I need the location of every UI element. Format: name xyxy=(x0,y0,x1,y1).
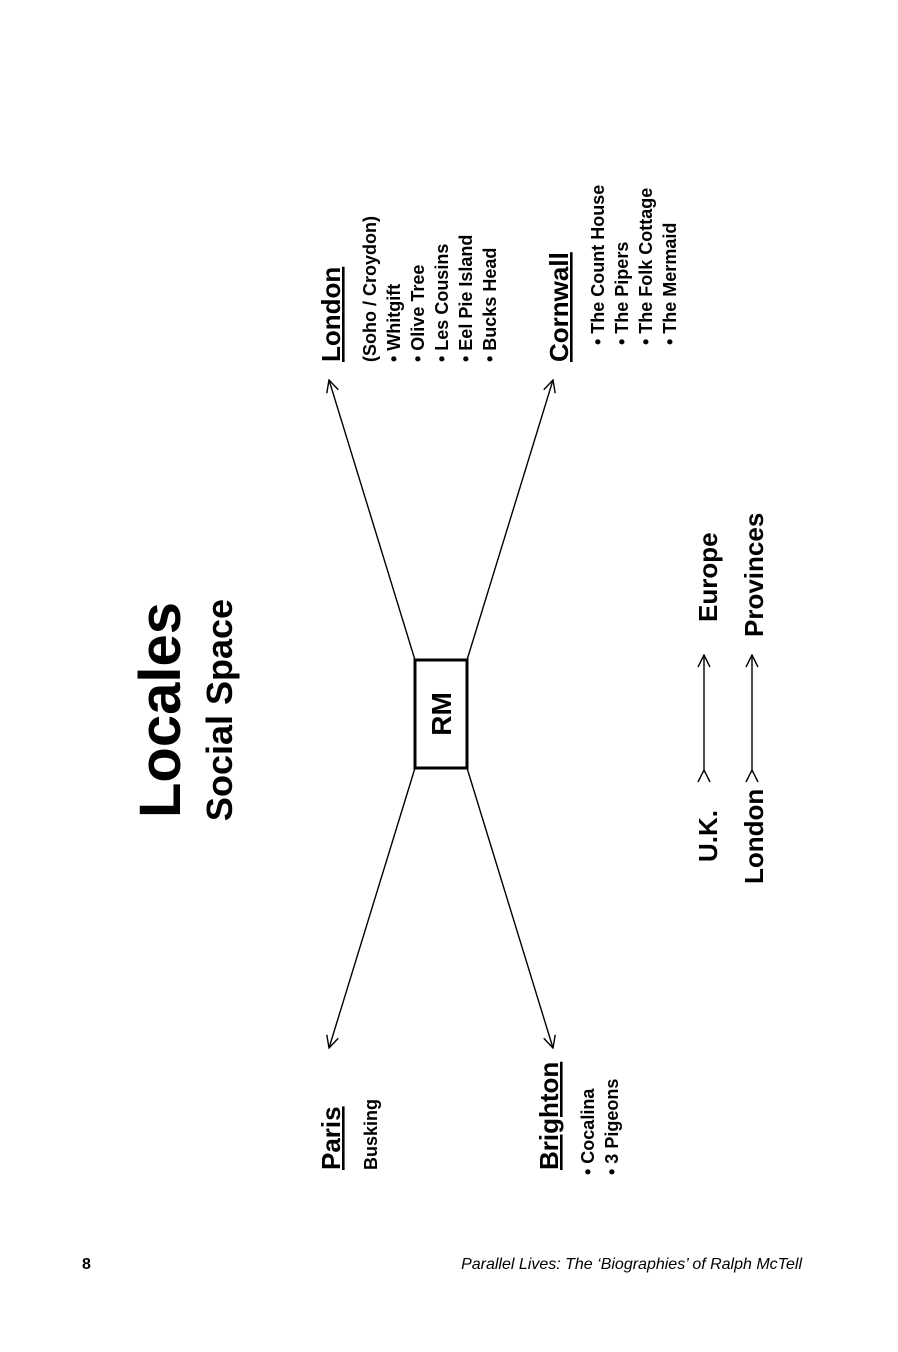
arrow-to-london xyxy=(329,380,415,660)
arrow-to-cornwall xyxy=(467,380,553,660)
london-item: • Les Cousins xyxy=(432,243,452,362)
center-label: RM xyxy=(426,692,457,736)
london-item: • Whitgift xyxy=(384,283,404,362)
running-title: Parallel Lives: The ‘Biographies’ of Ralph McTell xyxy=(461,1256,802,1273)
cornwall-item: • The Pipers xyxy=(612,241,632,345)
cornwall-item: • The Count House xyxy=(588,184,608,345)
brighton-item: • 3 Pigeons xyxy=(602,1078,622,1175)
paris-heading: Paris xyxy=(316,1106,346,1170)
pair-left-label: London xyxy=(739,788,769,884)
london-heading: London xyxy=(316,266,346,362)
pair-right-label: Provinces xyxy=(739,512,769,637)
page-title: Locales xyxy=(128,602,193,818)
london-item: • Olive Tree xyxy=(408,264,428,362)
cornwall-item: • The Mermaid xyxy=(660,222,680,345)
pair-right-label: Europe xyxy=(693,532,723,622)
page-subtitle: Social Space xyxy=(199,598,240,822)
paris-item: Busking xyxy=(361,1098,381,1170)
pair-uk-europe xyxy=(693,532,723,862)
cornwall-item: • The Folk Cottage xyxy=(636,187,656,345)
brighton-node xyxy=(534,1062,622,1175)
london-node xyxy=(316,216,500,362)
page-number: 8 xyxy=(82,1256,91,1273)
paris-node xyxy=(316,1099,381,1170)
cornwall-heading: Cornwall xyxy=(544,252,574,362)
london-item: • Eel Pie Island xyxy=(456,234,476,362)
london-item: • Bucks Head xyxy=(480,247,500,362)
brighton-item: • Cocalina xyxy=(578,1088,598,1175)
pair-london-provinces xyxy=(739,513,769,884)
brighton-heading: Brighton xyxy=(534,1061,564,1170)
london-item: (Soho / Croydon) xyxy=(360,216,380,362)
arrow-to-paris xyxy=(329,768,415,1048)
arrow-to-brighton xyxy=(467,768,553,1048)
pair-left-label: U.K. xyxy=(693,810,723,862)
cornwall-node xyxy=(544,185,680,362)
